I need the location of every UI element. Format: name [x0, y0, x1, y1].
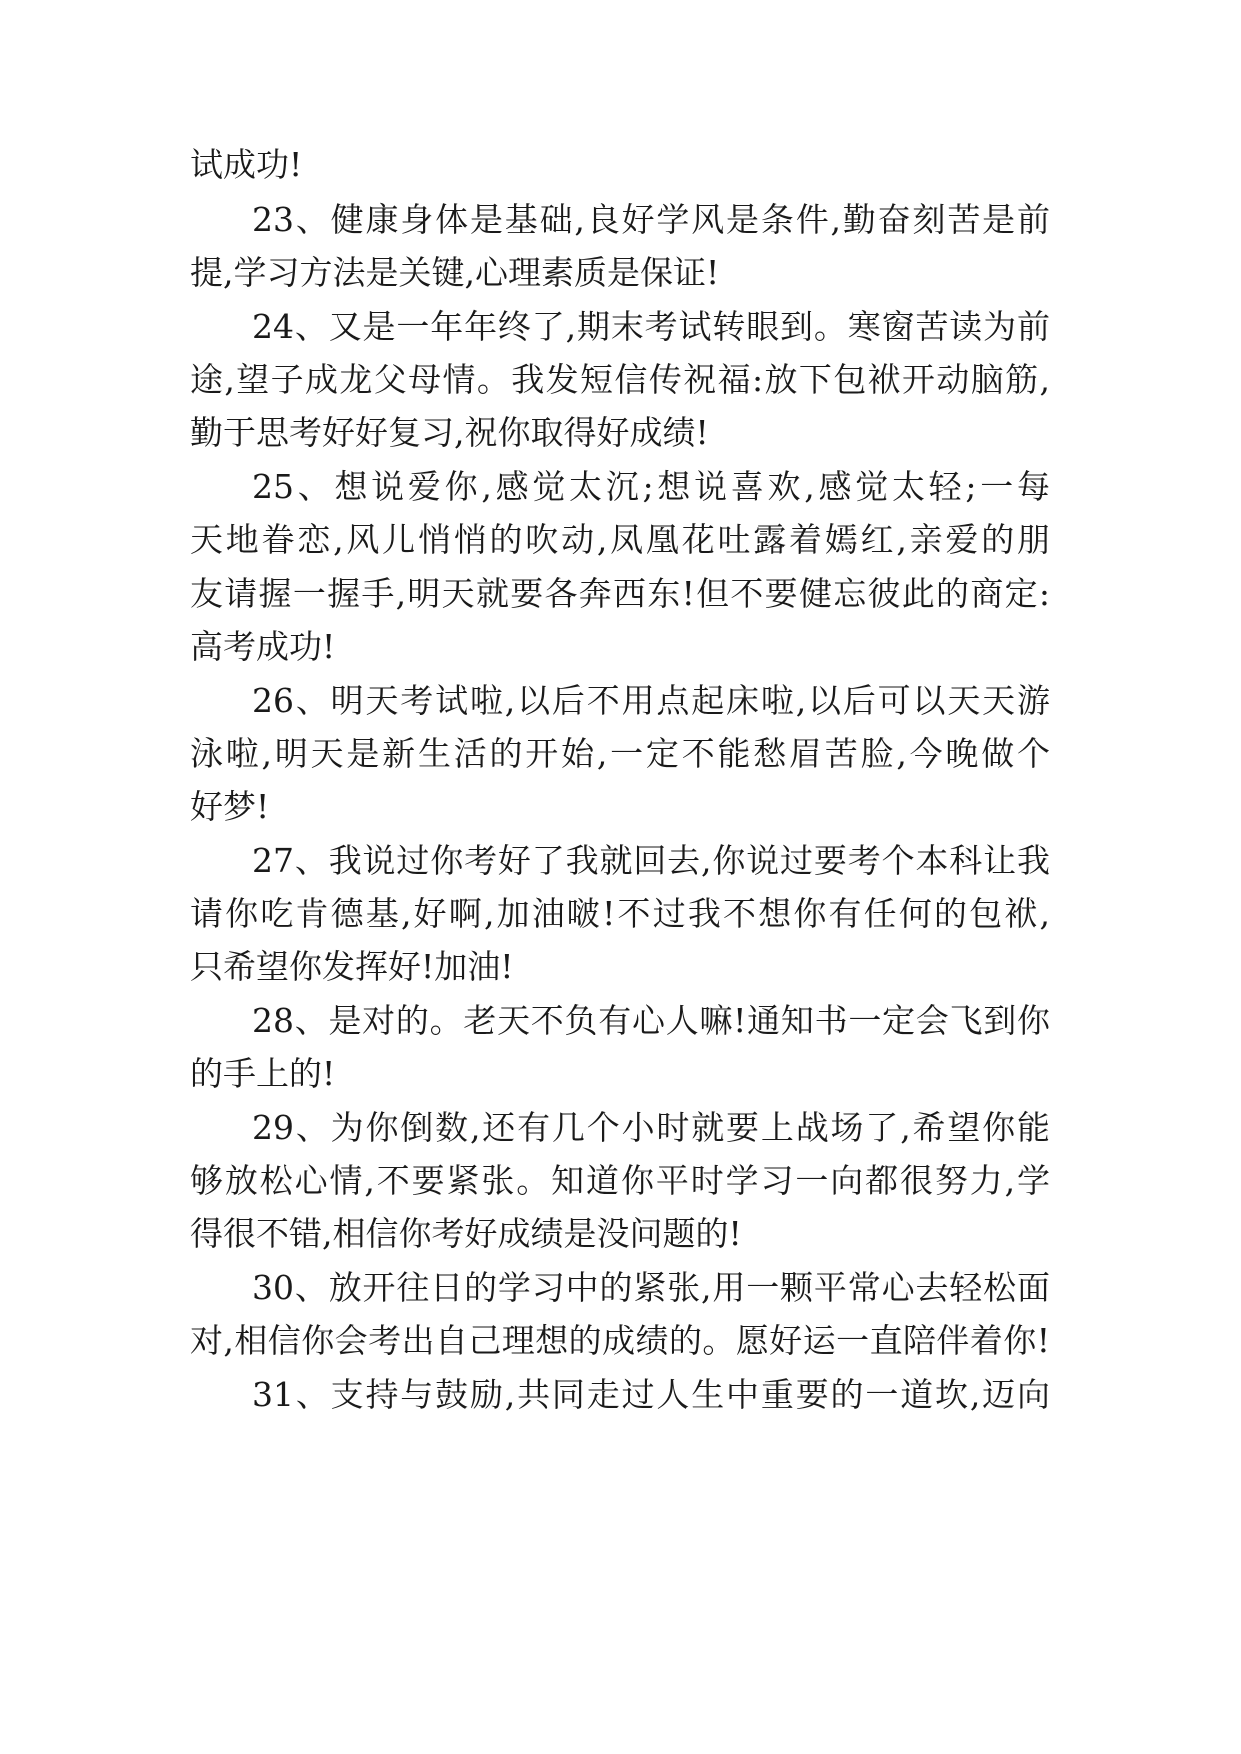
paragraph-26-line-2: 泳啦,明天是新生活的开始,一定不能愁眉苦脸,今晚做个 [190, 734, 1050, 773]
paragraph-26-line-1: 26、明天考试啦,以后不用点起床啦,以后可以天天游 [252, 681, 1050, 720]
paragraph-31-line-1: 31、支持与鼓励,共同走过人生中重要的一道坎,迈向 [252, 1375, 1050, 1414]
paragraph-30-line-2: 对,相信你会考出自己理想的成绩的。愿好运一直陪伴着你! [190, 1321, 1050, 1360]
paragraph-27-line-2: 请你吃肯德基,好啊,加油啵!不过我不想你有任何的包袱, [190, 894, 1050, 933]
paragraph-25-line-1: 25、想说爱你,感觉太沉;想说喜欢,感觉太轻;一每 [252, 467, 1050, 506]
paragraph-28-line-2: 的手上的! [190, 1054, 336, 1093]
paragraph-27-line-3: 只希望你发挥好!加油! [190, 947, 514, 986]
paragraph-23-line-1: 23、健康身体是基础,良好学风是条件,勤奋刻苦是前 [252, 200, 1050, 239]
paragraph-25-line-4: 高考成功! [190, 627, 336, 666]
paragraph-26-line-3: 好梦! [190, 787, 270, 826]
paragraph-29-line-1: 29、为你倒数,还有几个小时就要上战场了,希望你能 [252, 1108, 1050, 1147]
paragraph-22-line-2: 试成功! [190, 145, 303, 184]
paragraph-24-line-2: 途,望子成龙父母情。我发短信传祝福:放下包袱开动脑筋, [190, 360, 1050, 399]
paragraph-23-line-2: 提,学习方法是关键,心理素质是保证! [190, 253, 720, 292]
paragraph-30-line-1: 30、放开往日的学习中的紧张,用一颗平常心去轻松面 [252, 1268, 1050, 1307]
paragraph-29-line-3: 得很不错,相信你考好成绩是没问题的! [190, 1214, 742, 1253]
paragraph-28-line-1: 28、是对的。老天不负有心人嘛!通知书一定会飞到你 [252, 1001, 1050, 1040]
paragraph-25-line-2: 天地眷恋,风儿悄悄的吹动,凤凰花吐露着嫣红,亲爱的朋 [190, 520, 1050, 559]
paragraph-24-line-3: 勤于思考好好复习,祝你取得好成绩! [190, 413, 709, 452]
paragraph-24-line-1: 24、又是一年年终了,期末考试转眼到。寒窗苦读为前 [252, 307, 1050, 346]
paragraph-27-line-1: 27、我说过你考好了我就回去,你说过要考个本科让我 [252, 841, 1050, 880]
paragraph-25-line-3: 友请握一握手,明天就要各奔西东!但不要健忘彼此的商定: [190, 574, 1050, 613]
paragraph-29-line-2: 够放松心情,不要紧张。知道你平时学习一向都很努力,学 [190, 1161, 1050, 1200]
